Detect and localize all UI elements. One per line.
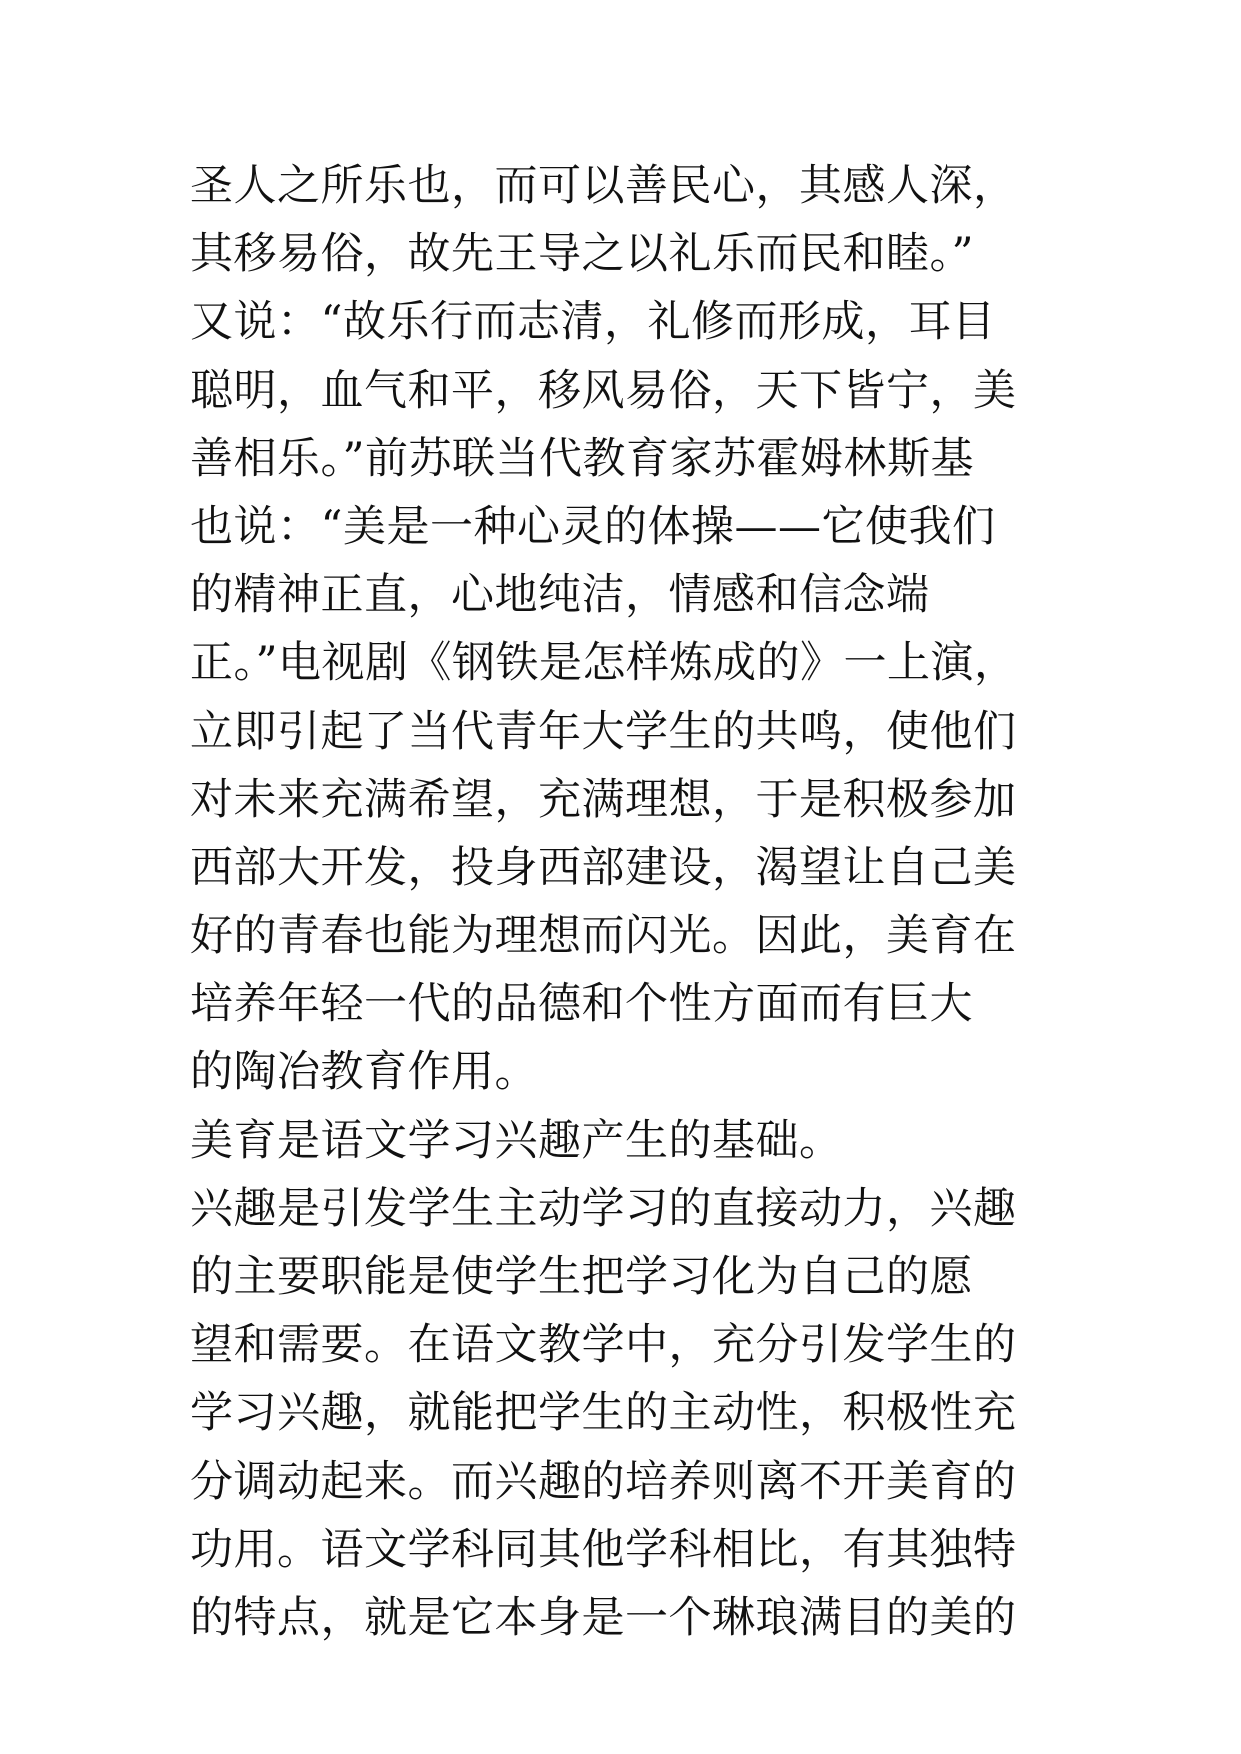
text-line: 的主要职能是使学生把学习化为自己的愿	[190, 1252, 973, 1302]
text-line: 学习兴趣，就能把学生的主动性，积极性充	[190, 1388, 1017, 1439]
text-line: 望和需要。在语文教学中，充分引发学生的	[190, 1320, 1017, 1371]
text-line: 其移易俗，故先王导之以礼乐而民和睦。”	[190, 229, 974, 280]
text-line: 西部大开发，投身西部建设，渴望让自己美	[190, 842, 1017, 893]
text-line: 的精神正直，心地纯洁，情感和信念端	[190, 570, 930, 621]
text-line: 的陶冶教育作用。	[190, 1047, 538, 1098]
text-line: 分调动起来。而兴趣的培养则离不开美育的	[190, 1456, 1017, 1507]
section-heading: 美育是语文学习兴趣产生的基础。	[190, 1115, 843, 1166]
text-line: 又说：“故乐行而志清，礼修而形成，耳目	[190, 297, 996, 348]
text-line: 善相乐。”前苏联当代教育家苏霍姆林斯基	[190, 433, 974, 484]
text-line: 兴趣是引发学生主动学习的直接动力，兴趣	[190, 1183, 1017, 1234]
text-line: 也说：“美是一种心灵的体操——它使我们	[190, 501, 996, 552]
text-line: 的特点，就是它本身是一个琳琅满目的美的	[190, 1592, 1017, 1643]
text-line: 圣人之所乐也，而可以善民心，其感人深，	[190, 161, 1017, 211]
text-line: 培养年轻一代的品德和个性方面而有巨大	[190, 979, 973, 1030]
text-line: 聪明，血气和平，移风易俗，天下皆宁，美	[190, 365, 1017, 416]
text-line: 正。”电视剧《钢铁是怎样炼成的》一上演，	[190, 638, 1018, 689]
body-text	[190, 152, 1070, 1652]
text-line: 对未来充满希望，充满理想，于是积极参加	[190, 774, 1017, 825]
text-line: 立即引起了当代青年大学生的共鸣，使他们	[190, 706, 1017, 757]
text-line: 好的青春也能为理想而闪光。因此，美育在	[190, 911, 1017, 962]
text-line: 功用。语文学科同其他学科相比，有其独特	[190, 1524, 1017, 1575]
